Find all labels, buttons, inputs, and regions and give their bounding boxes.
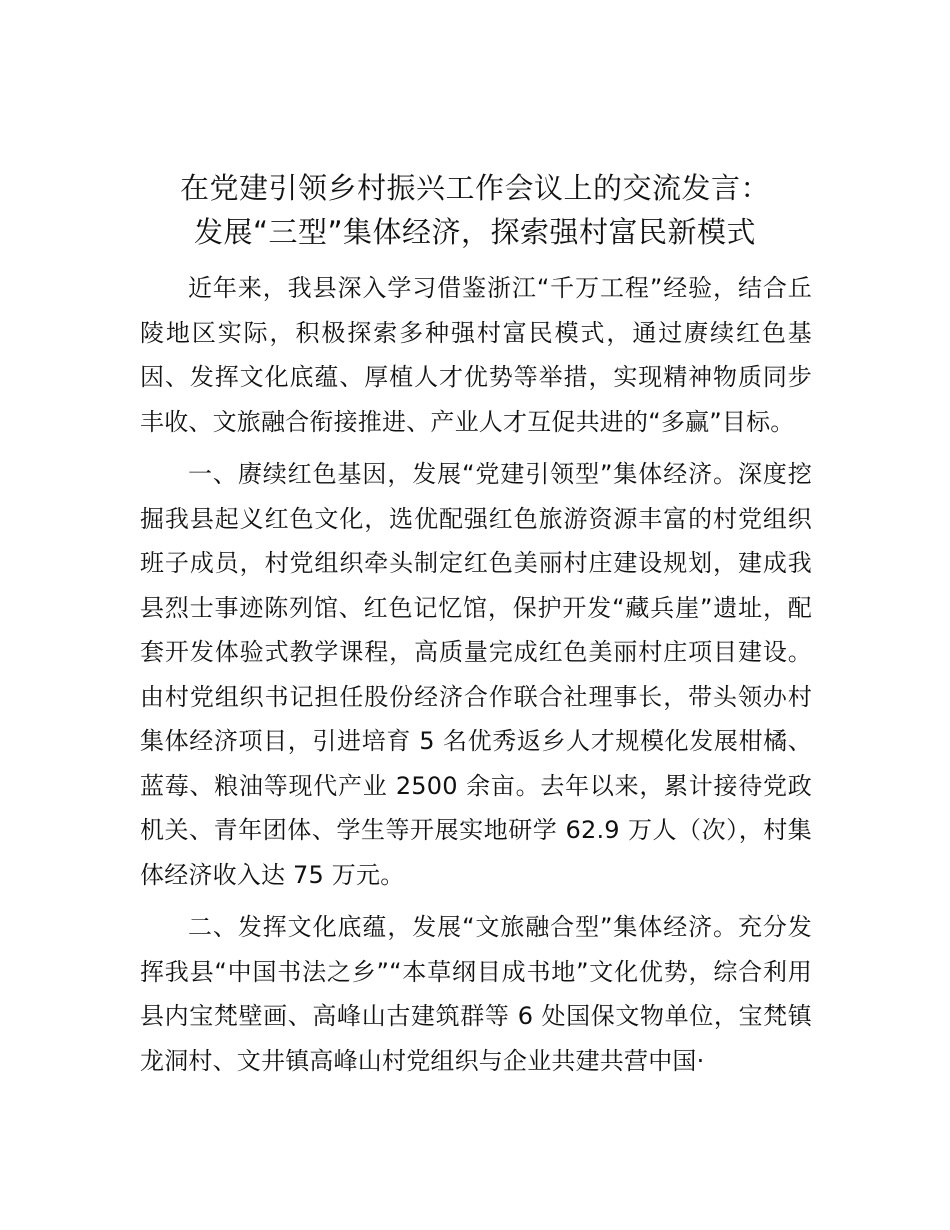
document-title-line-2: 发展“三型”集体经济，探索强村富民新模式 bbox=[193, 215, 757, 249]
paragraph-section-1: 一、赓续红色基因，发展“党建引领型”集体经济。深度挖掘我县起义红色文化，选优配强红色旅游资源丰富的村党组织班子成员，村党组织牵头制定红色美丽村庄建设规划，建成我县烈士事迹陈列馆、红色记忆馆，保护开发“藏兵崖”遗址，配套开发体验式教学课程，高质量完成红色美丽村庄项目建设。由村党组织书记担任股份经济合作联合社理事长，带头领办村集体经济项目，引进培育 5 名优秀返乡人才规模化发展柑橘、蓝莓、粮油等现代产业 2500 余亩。去年以来，累计接待党政机关、青年团体、学生等开展实地研学 62.9 万人（次），村集体经济收入达 75 万元。 bbox=[140, 460, 812, 889]
paragraph-section-2: 二、发挥文化底蕴，发展“文旅融合型”集体经济。充分发挥我县“中国书法之乡”“本草纲目成书地”文化优势，综合利用县内宝梵壁画、高峰山古建筑群等 6 处国保文物单位，宝梵镇龙洞村、文井镇高峰山村党组织与企业共建共营中国· bbox=[140, 913, 812, 1075]
document-body bbox=[140, 266, 812, 1083]
document-title-line-1: 在党建引领乡村振兴工作会议上的交流发言： bbox=[179, 171, 770, 205]
paragraph-intro: 近年来，我县深入学习借鉴浙江“千万工程”经验，结合丘陵地区实际，积极探索多种强村富民模式，通过赓续红色基因、发挥文化底蕴、厚植人才优势等举措，实现精神物质同步丰收、文旅融合衔接推进、产业人才互促共进的“多赢”目标。 bbox=[140, 274, 812, 436]
